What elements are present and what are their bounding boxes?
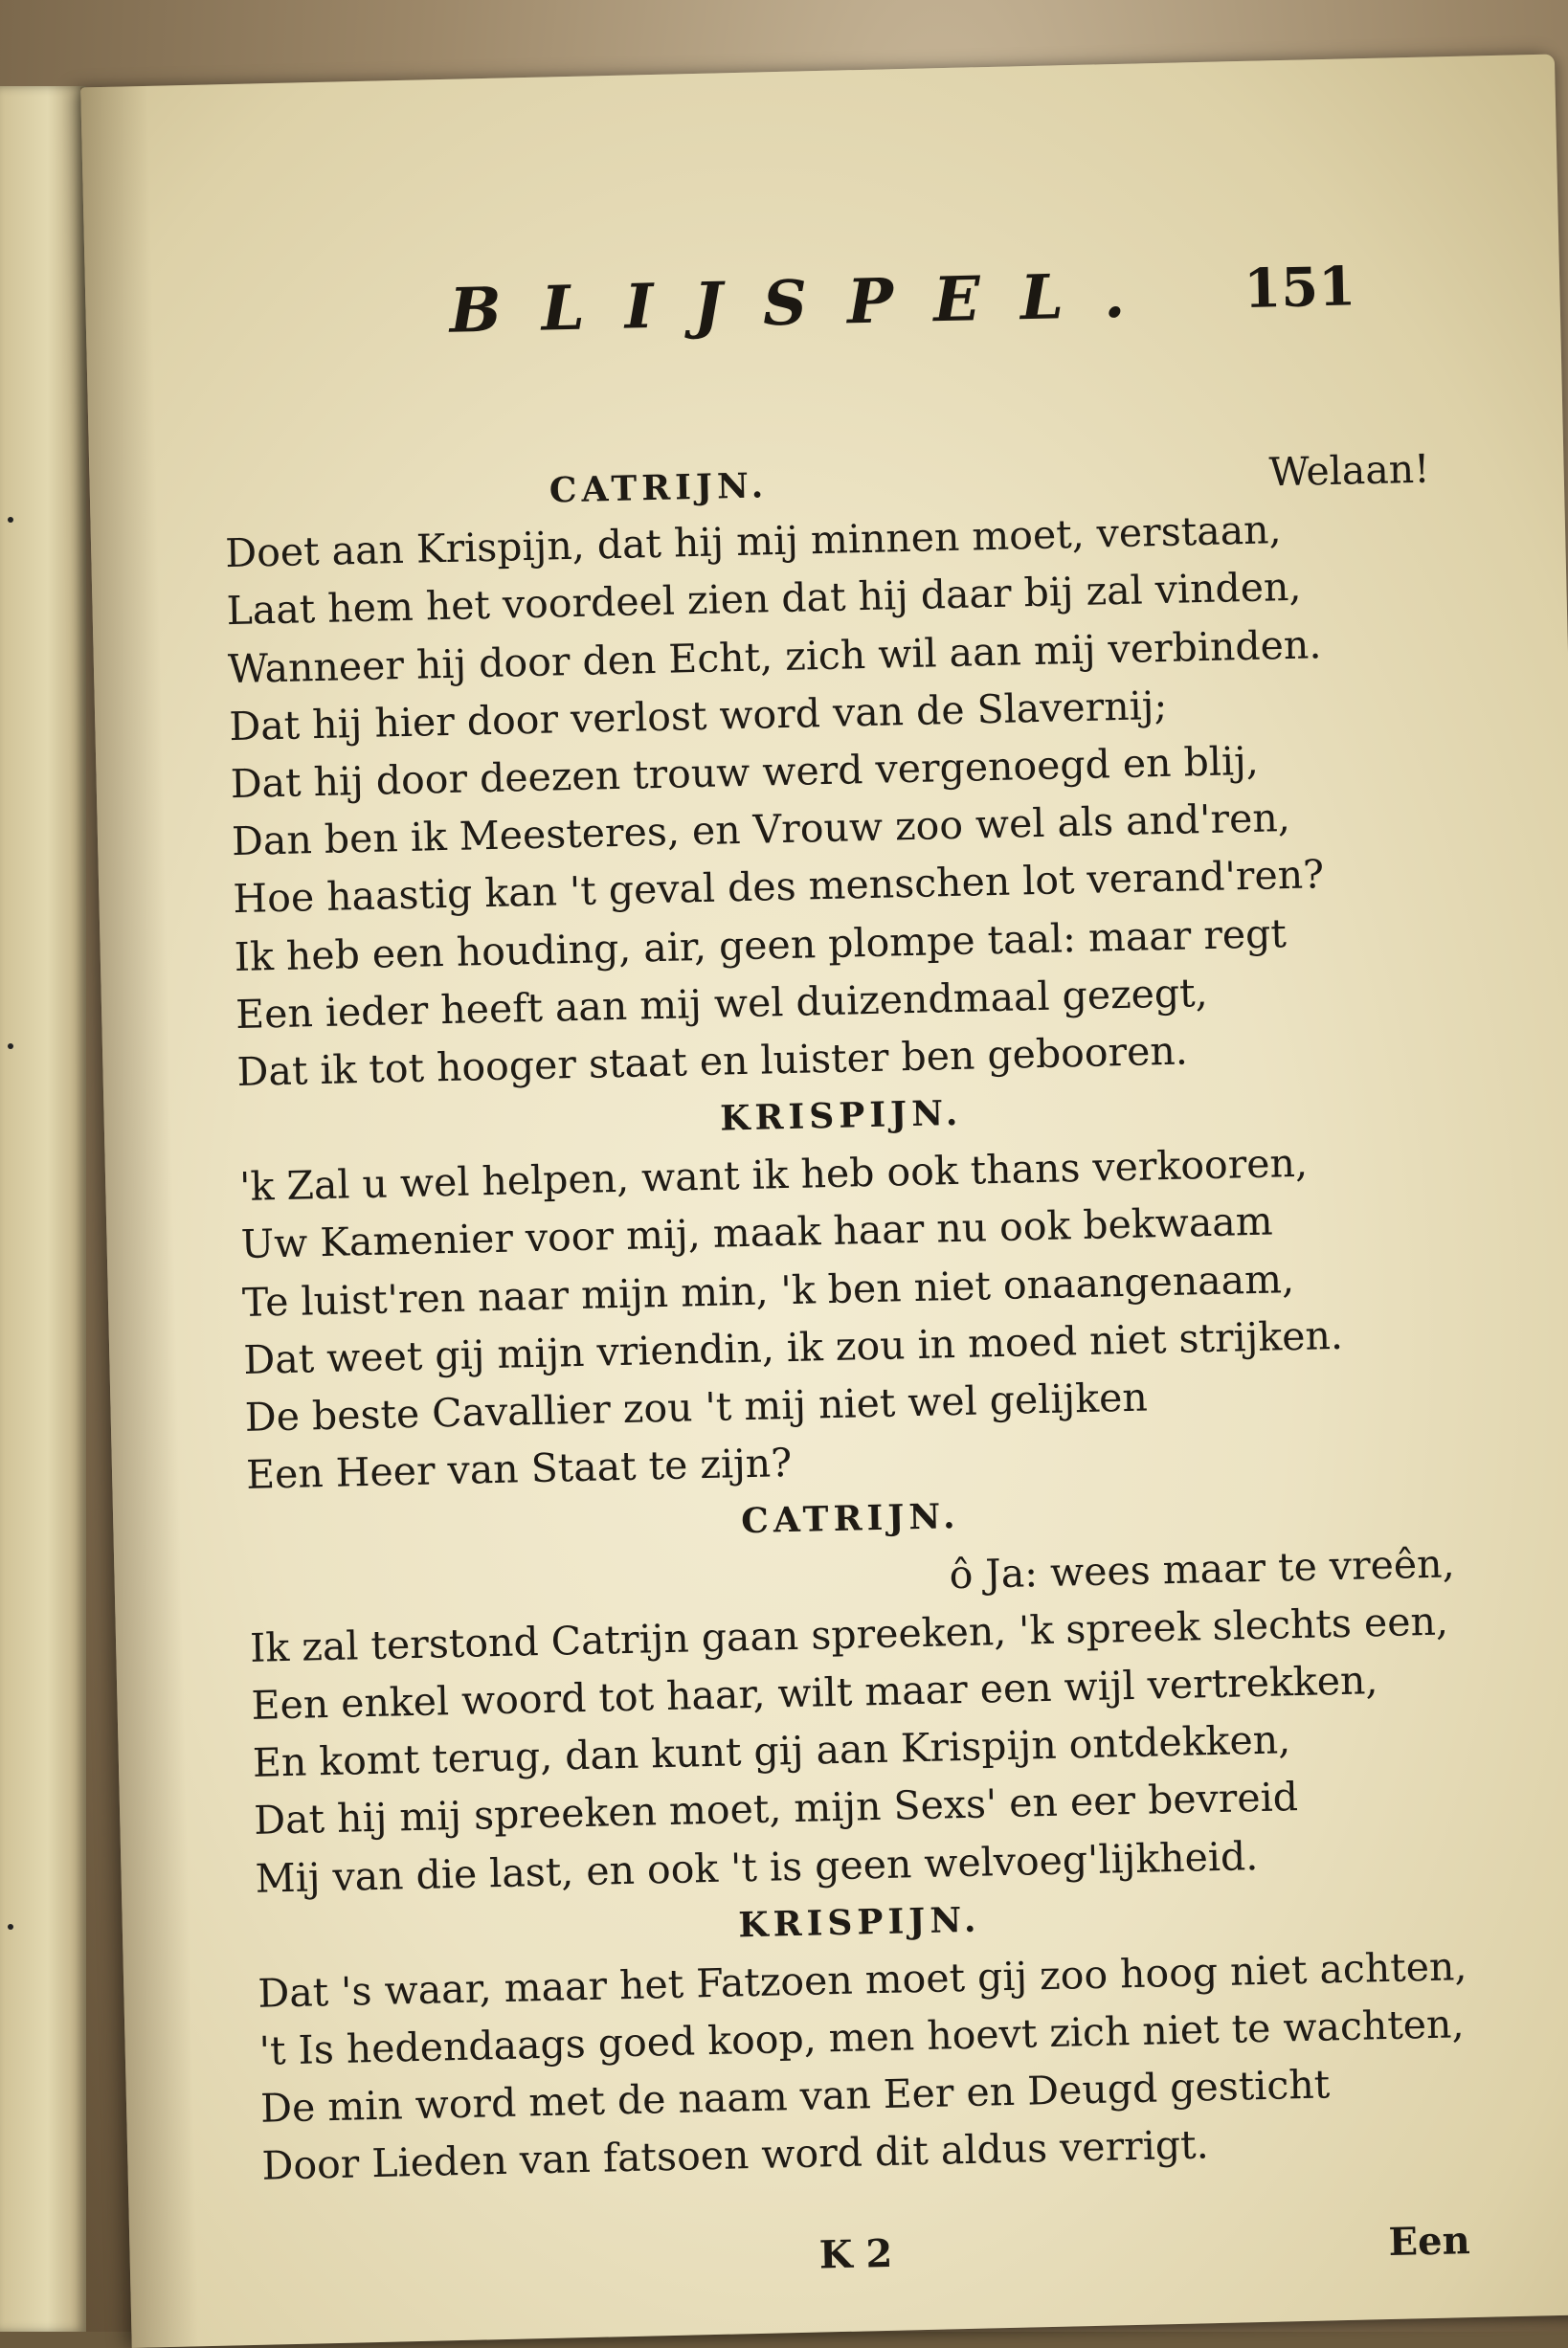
page-number: 151 [1243,255,1356,321]
verse-line: Een ieder heeft aan mij wel duizendmaal gezegt, [235,969,1209,1038]
verse-line: Wanneer hij door den Echt, zich wil aan mij verbinden. [227,620,1322,692]
speaker-heading: KRISPIJN. [719,1092,963,1139]
verse-line: Doet aan Krispijn, dat hij mij minnen moet, verstaan, [224,506,1283,577]
verse-line: De beste Cavallier zou 't mij niet wel gelijken [244,1374,1149,1441]
verse-line: 'k Zal u wel helpen, want ik heb ook thans verkooren, [238,1139,1309,1211]
verse-line: Laat hem het voordeel zien dat hij daar bij zal vinden, [226,564,1302,635]
verse-line: Hoe haastig kan 't geval des menschen lot verand'ren? [232,851,1325,923]
verse-line: Te luist'ren naar mijn min, 'k ben niet onaangenaam, [241,1255,1295,1326]
verse-line: Dat hij door deezen trouw werd vergenoegd en blij, [230,737,1260,808]
ink-mark [8,1043,13,1049]
verse-line: Uw Kamenier voor mij, maak haar nu ook bekwaam [240,1197,1274,1268]
facing-page-edge [0,86,86,2332]
verse-line: Dat ik tot hooger staat en luister ben gebooren. [236,1027,1189,1095]
speaker-heading: CATRIJN. [549,465,769,511]
verse-line: Dat hij hier door verlost word van de Slavernij; [228,682,1168,749]
signature-mark: K 2 [818,2230,893,2278]
verse-line-continuation: ô Ja: wees maar te vreên, [949,1539,1456,1598]
verse-line: Dat 's waar, maar het Fatzoen moet gij zoo hoog niet achten, [257,1943,1467,2017]
verse-line: Mij van die last, en ook 't is geen welvoeg'lijkheid. [255,1832,1259,1902]
verse-line: En komt terug, dan kunt gij aan Krispijn ontdekken, [252,1716,1291,1786]
speaker-heading: CATRIJN. [740,1496,960,1542]
verse-line: Dat weet gij mijn vriendin, ik zou in moed niet strijken. [242,1311,1344,1383]
verse-line-continuation: Welaan! [1268,445,1431,496]
verse-line: Ik zal terstond Catrijn gaan spreeken, 'k spreek slechts een, [249,1598,1449,1671]
verse-line: Dat hij mij spreeken moet, mijn Sexs' en eer bevreid [253,1774,1299,1845]
verse-line: 't Is hedendaags goed koop, men hoevt zich niet te wachten, [258,2001,1465,2074]
verse-line: Dan ben ik Meesteres, en Vrouw zoo wel als and'ren, [231,794,1291,865]
book-page [80,55,1568,2348]
running-head: BLIJSPEL. [448,258,1166,347]
ink-mark [8,517,13,523]
verse-line: Ik heb een houding, air, geen plompe taal: maar regt [234,909,1288,980]
verse-line: De min word met de naam van Eer en Deugd gesticht [259,2061,1331,2132]
speaker-heading: KRISPIJN. [737,1899,981,1946]
catchword: Een [1388,2218,1471,2266]
verse-line: Een Heer van Staat te zijn? [245,1440,793,1499]
verse-line: Een enkel woord tot haar, wilt maar een wijl vertrekken, [251,1657,1378,1729]
verse-line: Door Lieden van fatsoen word dit aldus verrigt. [260,2121,1210,2190]
page-footer [263,2218,1470,2303]
text-body [223,440,1468,2196]
ink-mark [8,1924,13,1930]
